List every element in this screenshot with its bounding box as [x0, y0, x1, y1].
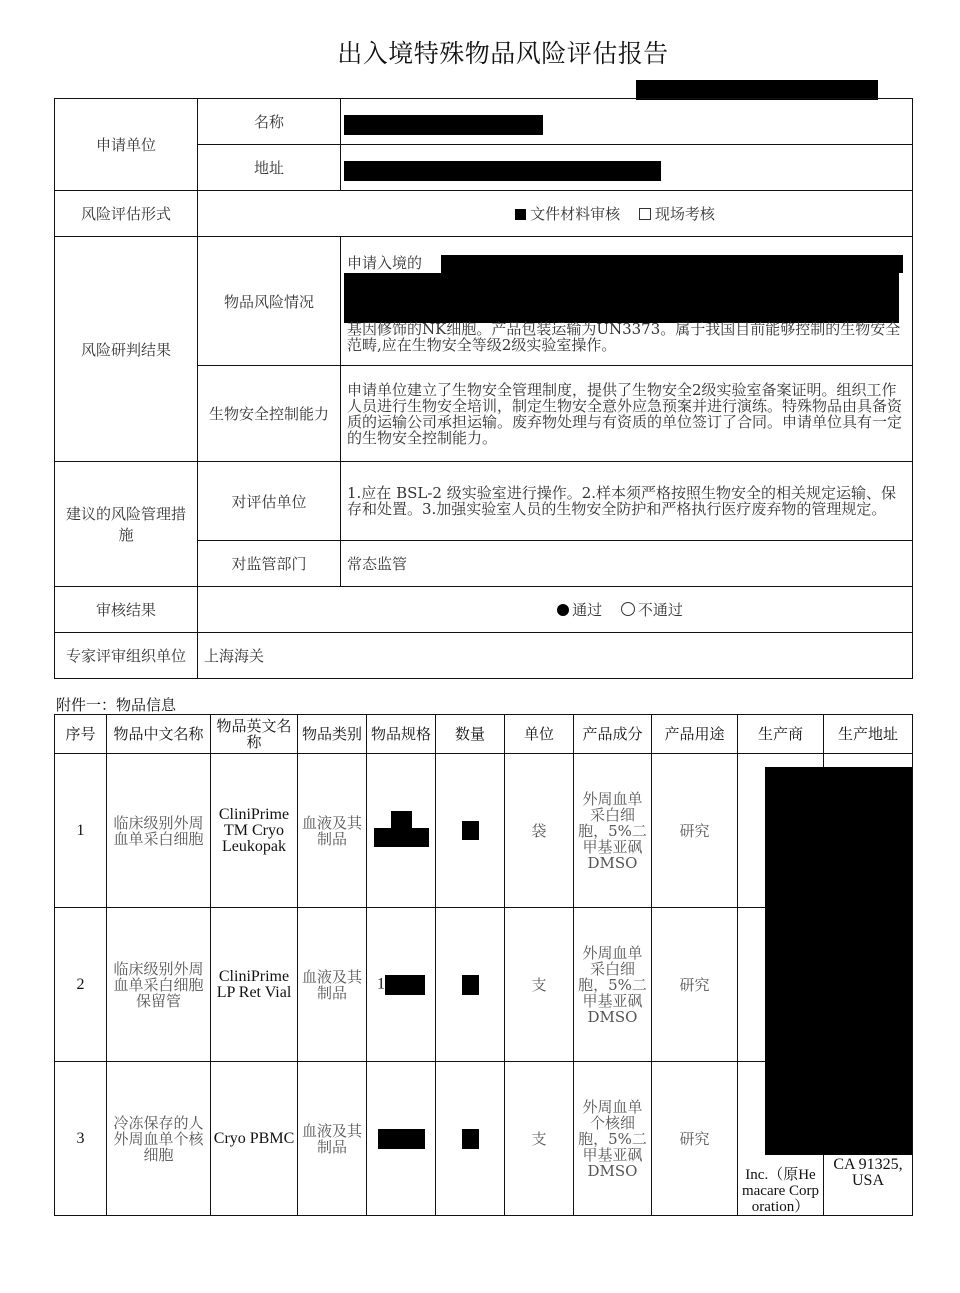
review-result-label: 审核结果	[55, 587, 198, 633]
item-risk-text	[341, 237, 913, 366]
radio-selected-icon[interactable]	[557, 604, 569, 616]
header-cell: 物品英文名称	[211, 715, 298, 754]
address-visible-text: CA 91325, USA	[833, 1156, 903, 1189]
item-risk-visible-text: 基因修饰的NK细胞。产品包装运输为UN3373。属于我国目前能够控制的生物安全范畴,应在生物安全等级2级实验室操作。	[347, 320, 901, 354]
item-risk-label: 物品风险情况	[198, 237, 341, 366]
row-composition: 外周血单采白细胞，5%二甲基亚砜DMSO	[574, 754, 652, 908]
header-cell: 单位	[505, 715, 574, 754]
row-cn-name: 冷冻保存的人外周血单个核细胞	[107, 1062, 211, 1216]
option-fail: 不通过	[637, 601, 683, 619]
header-cell: 物品规格	[367, 715, 436, 754]
expert-org-label: 专家评审组织单位	[55, 633, 198, 679]
assessment-form-label: 风险评估形式	[55, 191, 198, 237]
row-en-name: CliniPrime TM Cryo Leukopak	[211, 754, 298, 908]
biosafety-label: 生物安全控制能力	[198, 366, 341, 462]
row-no: 3	[55, 1062, 107, 1216]
row-usage: 研究	[652, 1062, 738, 1216]
radio-unselected-icon[interactable]	[621, 602, 635, 616]
expert-org-value: 上海海关	[198, 633, 913, 679]
header-cell: 生产商	[738, 715, 824, 754]
assessment-form-options	[198, 191, 913, 237]
row-en-name: CliniPrime LP Ret Vial	[211, 908, 298, 1062]
row-category: 血液及其制品	[298, 754, 367, 908]
option-document-review: 文件材料审核	[530, 205, 621, 223]
row-spec	[367, 754, 436, 908]
redaction-block	[462, 975, 479, 995]
row-unit: 袋	[505, 754, 574, 908]
header-cell: 产品用途	[652, 715, 738, 754]
row-spec	[367, 908, 436, 1062]
redaction-block	[462, 821, 479, 840]
option-pass: 通过	[572, 601, 603, 619]
redaction-block	[765, 767, 912, 1155]
row-no: 1	[55, 754, 107, 908]
table-header-row	[55, 715, 913, 754]
redaction-block	[385, 975, 425, 995]
redaction-block	[378, 1129, 425, 1149]
assessment-table	[54, 98, 913, 679]
checkbox-checked-icon[interactable]	[515, 209, 526, 220]
item-risk-prefix: 申请入境的	[347, 254, 423, 272]
row-quantity	[436, 1062, 505, 1216]
header-cell: 物品中文名称	[107, 715, 211, 754]
option-onsite-review: 现场考核	[654, 205, 715, 223]
row-quantity	[436, 754, 505, 908]
for-assessed-text: 1.应在 BSL-2 级实验室进行操作。2.样本须严格按照生物安全的相关规定运输、保存和处置。3.加强实验室人员的生物安全防护和严格执行医疗废弃物的管理规定。	[341, 462, 913, 541]
for-supervisor-text: 常态监管	[341, 541, 913, 587]
appendix-title: 附件一：物品信息	[56, 696, 177, 714]
redaction-block	[344, 161, 661, 181]
applicant-name-value	[341, 99, 913, 145]
row-category: 血液及其制品	[298, 1062, 367, 1216]
for-assessed-label: 对评估单位	[198, 462, 341, 541]
header-cell: 数量	[436, 715, 505, 754]
name-label: 名称	[198, 99, 341, 145]
applicant-address-value	[341, 145, 913, 191]
row-category: 血液及其制品	[298, 908, 367, 1062]
for-supervisor-label: 对监管部门	[198, 541, 341, 587]
row-spec	[367, 1062, 436, 1216]
row-en-name: Cryo PBMC	[211, 1062, 298, 1216]
row-composition: 外周血单采白细胞，5%二甲基亚砜DMSO	[574, 908, 652, 1062]
header-cell: 产品成分	[574, 715, 652, 754]
redaction-block	[374, 811, 429, 847]
redaction-block	[636, 80, 878, 100]
row-cn-name: 临床级别外周血单采白细胞	[107, 754, 211, 908]
header-cell: 物品类别	[298, 715, 367, 754]
row-no: 2	[55, 908, 107, 1062]
row-usage: 研究	[652, 908, 738, 1062]
risk-result-label: 风险研判结果	[55, 237, 198, 462]
header-cell: 生产地址	[824, 715, 913, 754]
row-unit: 支	[505, 1062, 574, 1216]
row-quantity	[436, 908, 505, 1062]
redaction-block	[441, 255, 903, 273]
redaction-block	[462, 1129, 479, 1149]
applicant-label: 申请单位	[55, 99, 198, 191]
measures-label: 建议的风险管理措施	[55, 462, 198, 587]
document-title: 出入境特殊物品风险评估报告	[337, 39, 669, 68]
redaction-block	[344, 115, 543, 135]
review-result-options	[198, 587, 913, 633]
address-label: 地址	[198, 145, 341, 191]
manufacturer-visible-text: Inc.（原Hemacare Corporation）	[741, 1167, 820, 1215]
row-composition: 外周血单个核细胞，5%二甲基亚砜DMSO	[574, 1062, 652, 1216]
redaction-block	[344, 273, 899, 323]
row-usage: 研究	[652, 754, 738, 908]
biosafety-text: 申请单位建立了生物安全管理制度，提供了生物安全2级实验室备案证明。组织工作人员进行生物安全培训，制定生物安全意外应急预案并进行演练。特殊物品由具备资质的运输公司承担运输。废弃物处理与有资质的单位签订了合同。申请单位具有一定的生物安全控制能力。	[341, 366, 913, 462]
checkbox-unchecked-icon[interactable]	[639, 208, 651, 220]
row-cn-name: 临床级别外周血单采白细胞保留管	[107, 908, 211, 1062]
row-unit: 支	[505, 908, 574, 1062]
spec-prefix: 1	[377, 975, 385, 993]
header-cell: 序号	[55, 715, 107, 754]
